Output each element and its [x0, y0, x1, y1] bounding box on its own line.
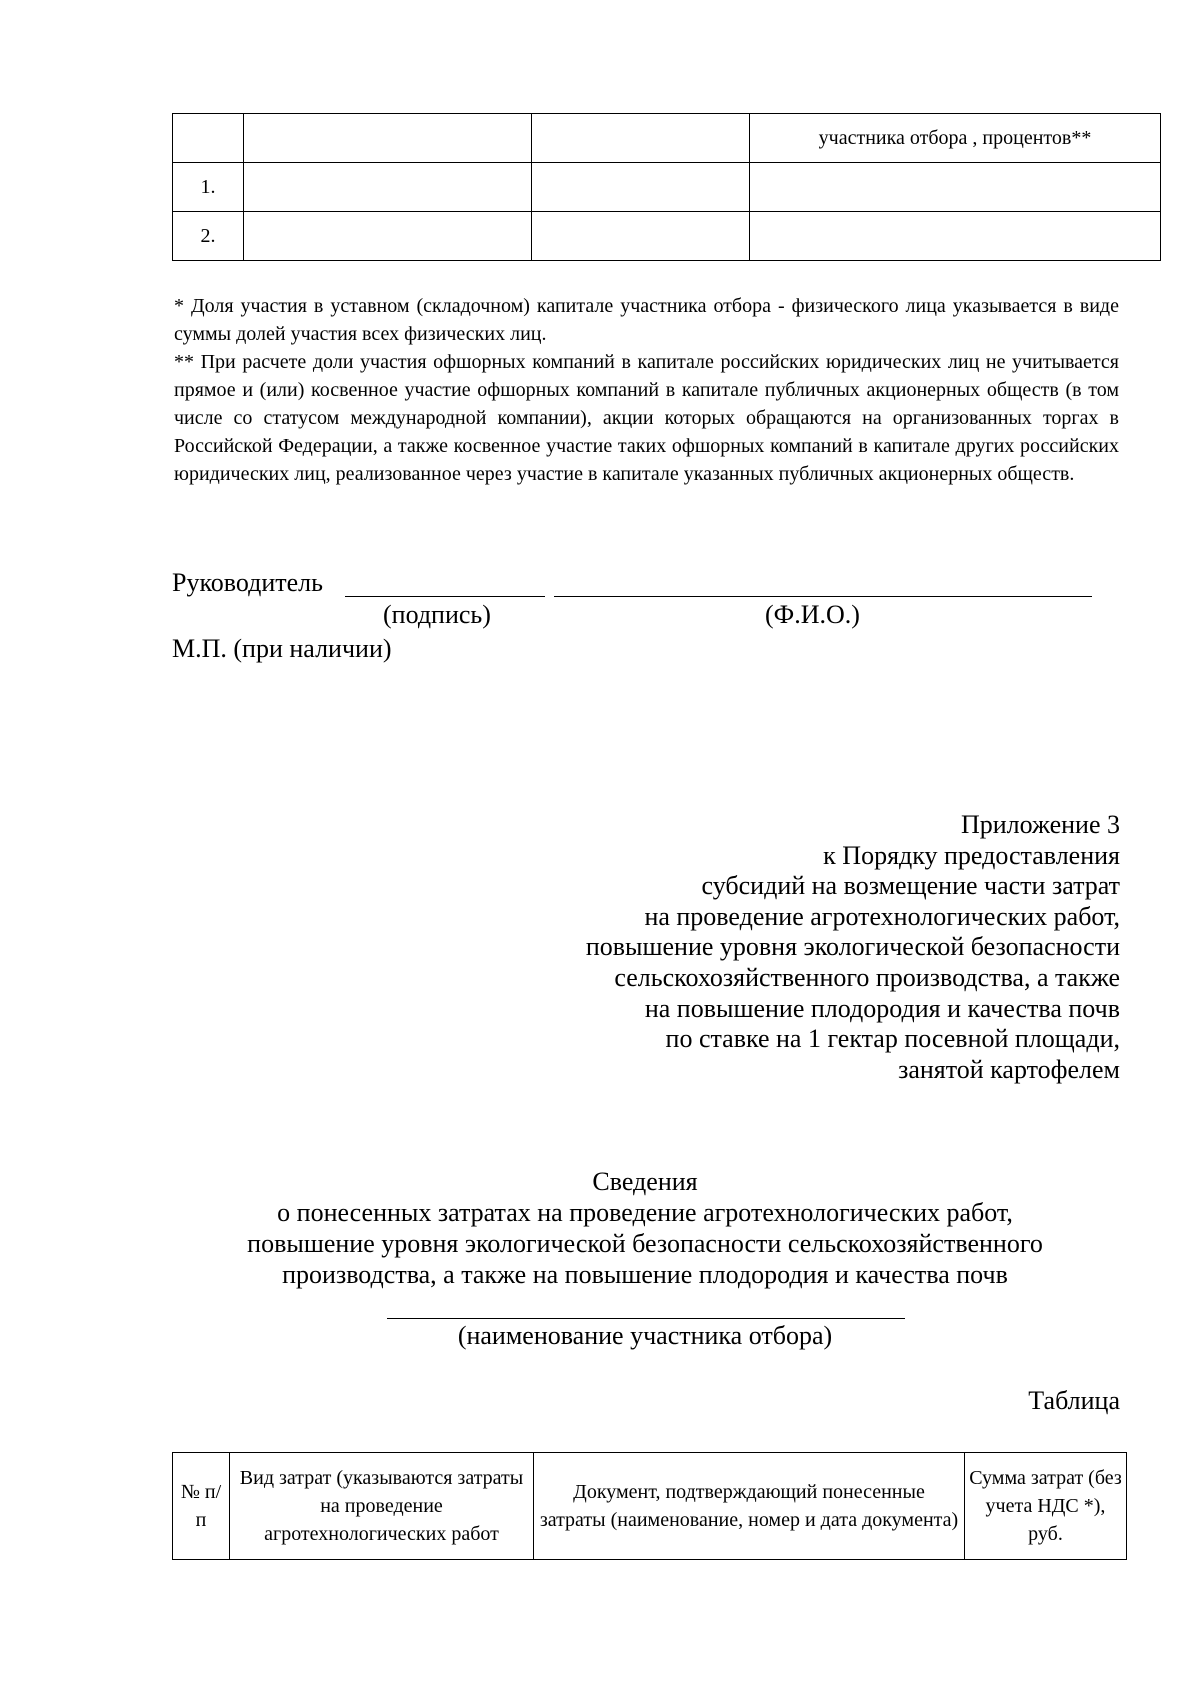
- table-header-row: [173, 114, 1161, 163]
- signature-caption: (подпись): [383, 600, 491, 629]
- title-line: производства, а также на повышение плодородия и качества почв: [282, 1260, 1008, 1289]
- row-number: 1.: [173, 163, 244, 212]
- table-cell: [173, 114, 244, 163]
- appendix-line: на проведение агротехнологических работ,: [644, 901, 1120, 931]
- appendix-line: занятой картофелем: [898, 1054, 1120, 1084]
- table-cell: [244, 163, 532, 212]
- header-cell-share-percent: участника отбора , процентов**: [750, 114, 1161, 163]
- shareholders-table: [172, 113, 1161, 261]
- participant-caption: (наименование участника отбора): [457, 1321, 833, 1350]
- header-cell-amount: Сумма затрат (без учета НДС *), руб.: [965, 1453, 1127, 1560]
- table-cell: [532, 163, 750, 212]
- appendix-line: сельскохозяйственного производства, а также: [614, 962, 1120, 992]
- head-label: Руководитель: [172, 568, 323, 597]
- appendix-line: повышение уровня экологической безопасности: [585, 932, 1120, 962]
- appendix-line: к Порядку предоставления: [823, 840, 1120, 870]
- appendix-line: Приложение 3: [960, 810, 1120, 839]
- title-line: повышение уровня экологической безопасности сельскохозяйственного: [247, 1229, 1043, 1258]
- table-cell: [244, 114, 532, 163]
- document-title: [120, 1166, 1170, 1290]
- table-row: [173, 212, 1161, 261]
- header-cell-number: № п/п: [173, 1453, 230, 1560]
- footnote-1: * Доля участия в уставном (складочном) капитале участника отбора - физического лица указывается в виде суммы долей участия всех физических лиц.: [174, 295, 1119, 345]
- row-number: 2.: [173, 212, 244, 261]
- footnote-2: ** При расчете доли участия офшорных компаний в капитале российских юридических лиц не учитывается прямое и (или) косвенное участие офшорных компаний в капитале публичных акционерных обществ (в том числе со статусом международной компании), акции которых обращаются на организованных торгах в Российской Федерации, а также косвенное участие таких офшорных компаний в капитале других российских юридических лиц, реализованное через участие в капитале указанных публичных акционерных обществ.: [174, 351, 1119, 485]
- header-cell-expense-type: Вид затрат (указываются затраты на проведение агротехнологических работ: [230, 1453, 534, 1560]
- table-label: Таблица: [1028, 1386, 1120, 1415]
- table-cell: [750, 163, 1161, 212]
- appendix-header: [420, 810, 1120, 1085]
- title-line: о понесенных затратах на проведение агротехнологических работ,: [277, 1198, 1013, 1227]
- title-heading: Сведения: [592, 1167, 698, 1196]
- appendix-line: на повышение плодородия и качества почв: [644, 993, 1120, 1023]
- expenses-table: [172, 1452, 1127, 1560]
- table-row: [173, 163, 1161, 212]
- signature-line: [345, 596, 545, 597]
- table-header-row: [173, 1453, 1127, 1560]
- name-line: [554, 596, 1092, 597]
- table-cell: [532, 212, 750, 261]
- table-cell: [532, 114, 750, 163]
- appendix-line: по ставке на 1 гектар посевной площади,: [665, 1024, 1120, 1054]
- seal-label: М.П. (при наличии): [172, 634, 392, 663]
- header-cell-document: Документ, подтверждающий понесенные затраты (наименование, номер и дата документа): [534, 1453, 965, 1560]
- footnotes: [174, 292, 1119, 488]
- table-cell: [244, 212, 532, 261]
- appendix-line: субсидий на возмещение части затрат: [701, 871, 1120, 901]
- name-caption: (Ф.И.О.): [765, 600, 860, 629]
- participant-name-line: [387, 1318, 905, 1319]
- table-cell: [750, 212, 1161, 261]
